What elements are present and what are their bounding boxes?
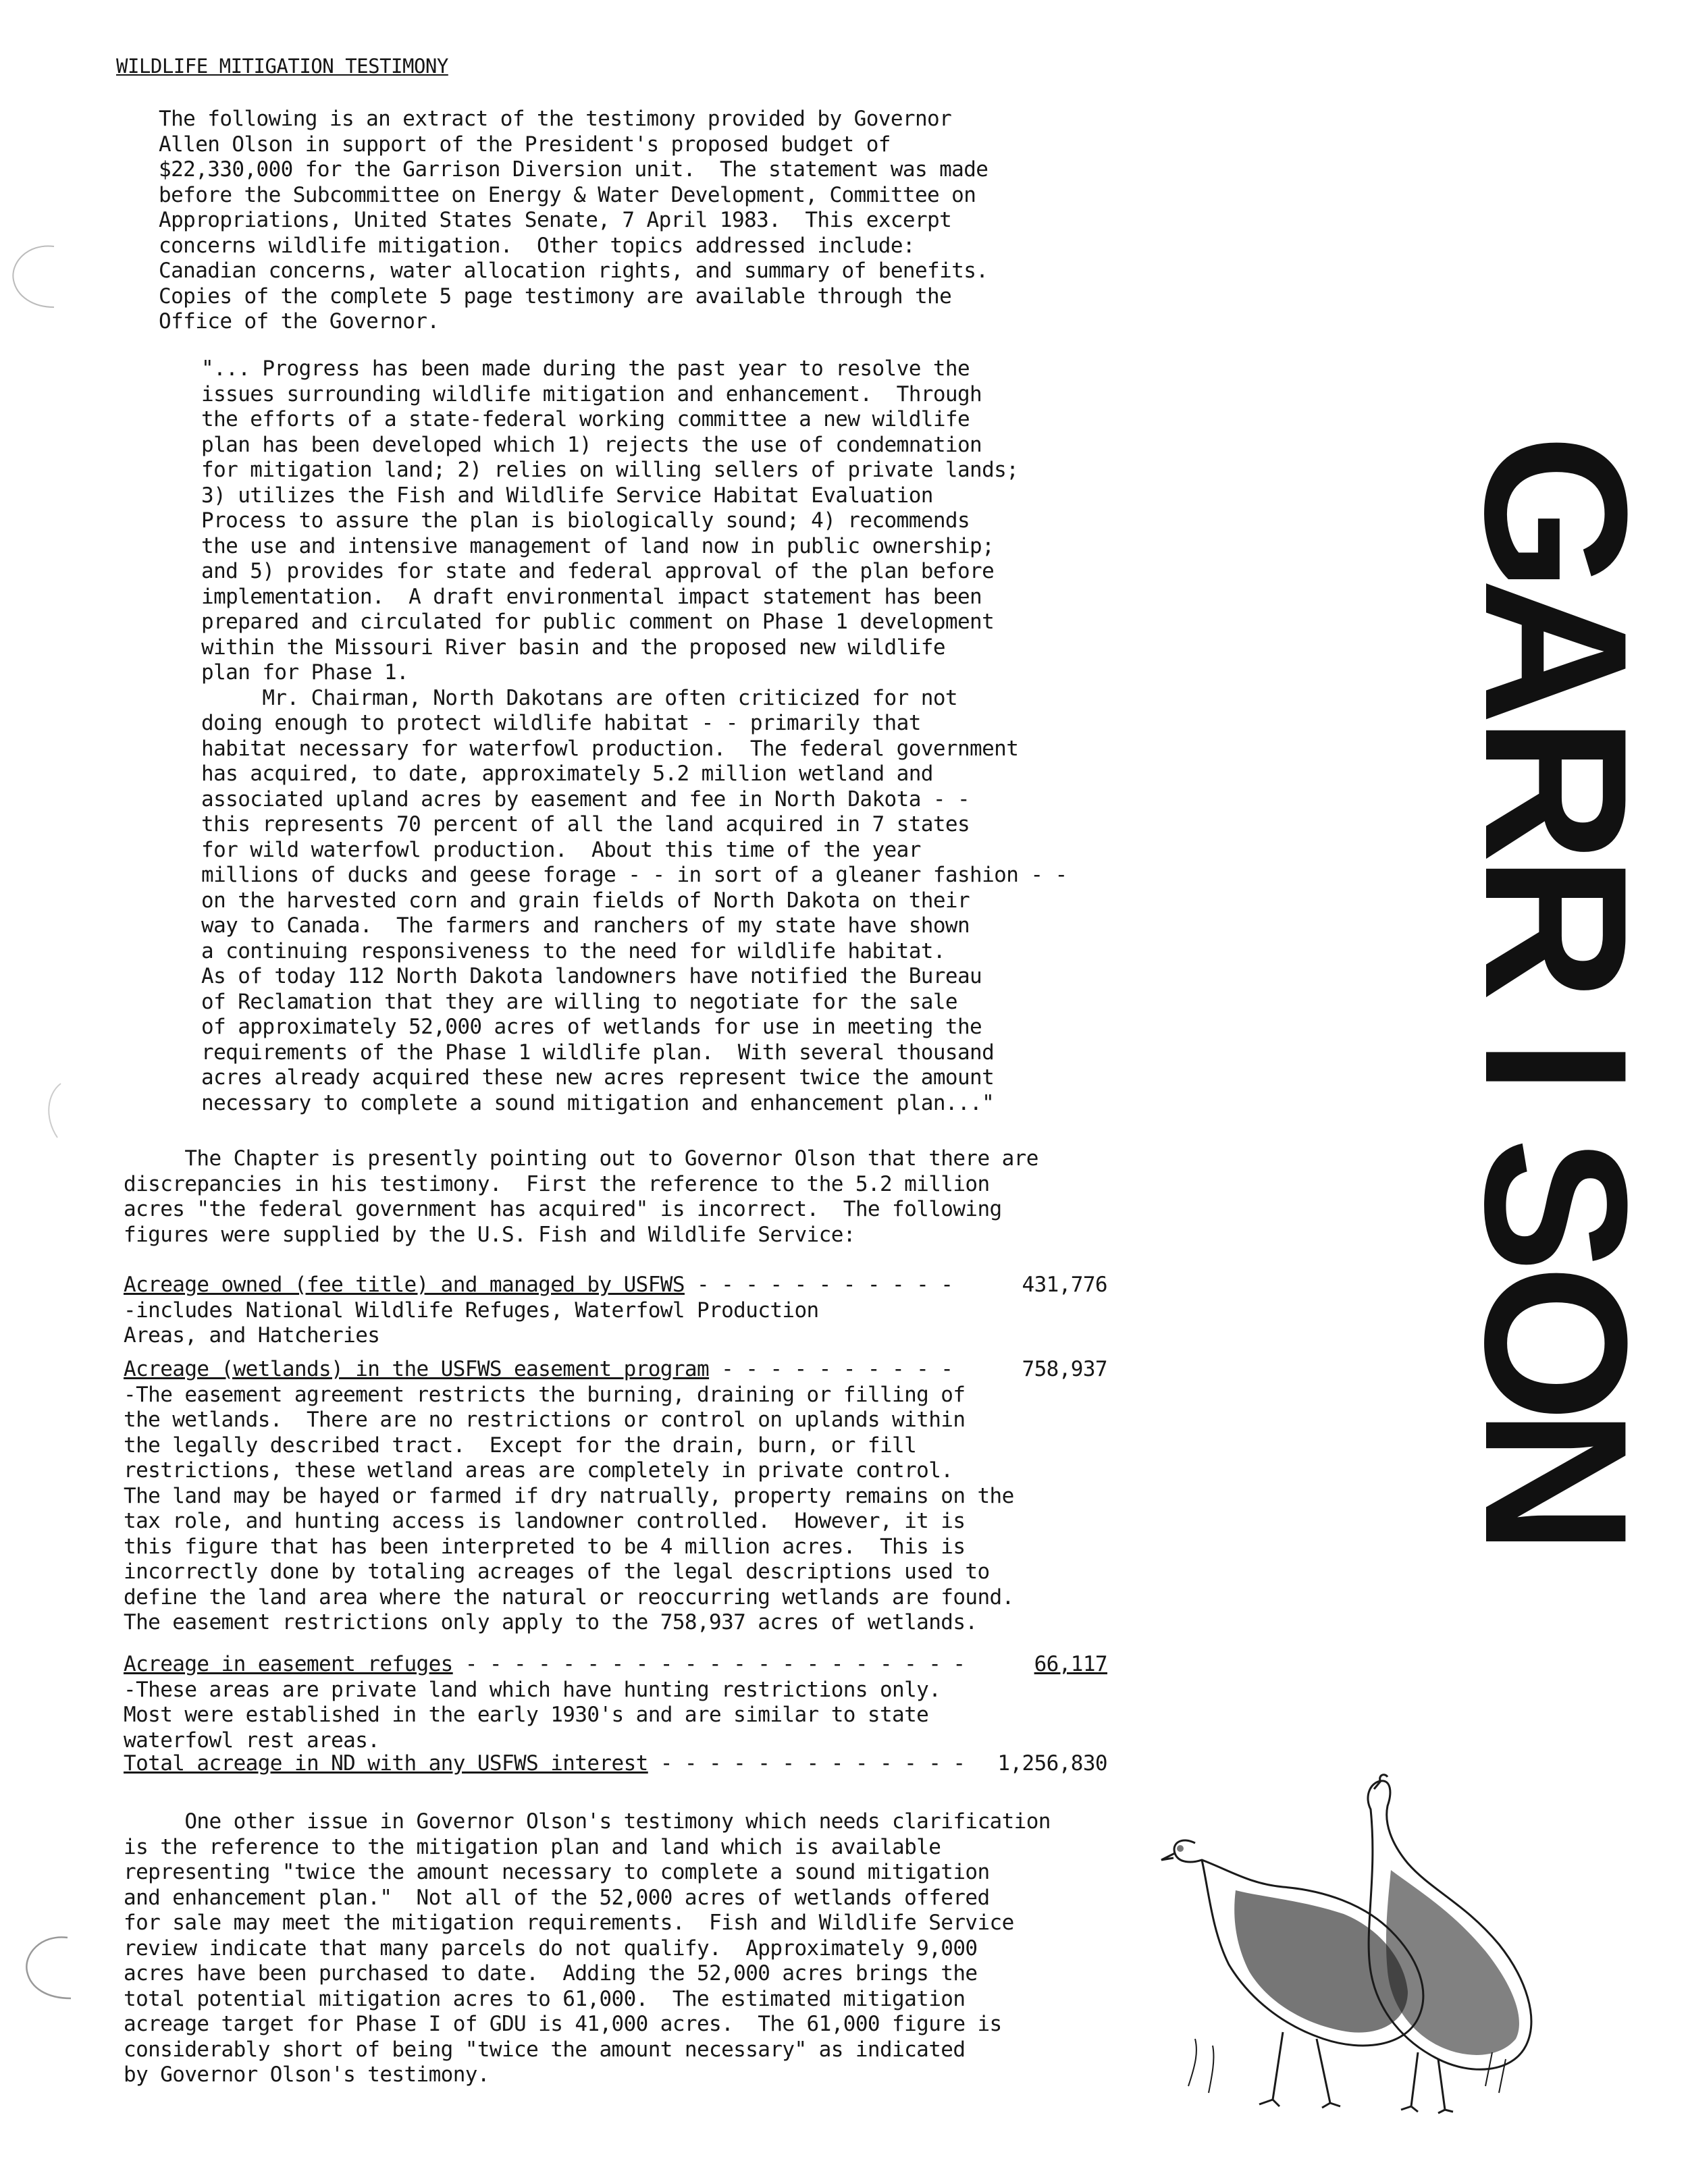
chapter-line: The Chapter is presently pointing out to Governor Olson that there are bbox=[124, 1146, 1038, 1171]
quote-line: 3) utilizes the Fish and Wildlife Service Habitat Evaluation bbox=[201, 483, 933, 508]
figure-note-line: -These areas are private land which have hunting restrictions only. bbox=[124, 1677, 941, 1702]
quote-line: associated upland acres by easement and fee in North Dakota - - bbox=[201, 787, 970, 811]
figure-row bbox=[124, 1652, 965, 1678]
quote-line: requirements of the Phase 1 wildlife plan. With several thousand bbox=[201, 1040, 995, 1065]
figure-note-line: -The easement agreement restricts the burning, draining or filling of bbox=[124, 1382, 966, 1407]
intro-line: Allen Olson in support of the President's proposed budget of bbox=[159, 132, 891, 157]
garrison-letter: A bbox=[1443, 578, 1670, 725]
garrison-letter: O bbox=[1443, 1264, 1670, 1422]
closing-line: representing "twice the amount necessary to complete a sound mitigation bbox=[124, 1860, 990, 1884]
quote-line: implementation. A draft environmental impact statement has been bbox=[201, 584, 982, 609]
quote-line: for mitigation land; 2) relies on willing sellers of private lands; bbox=[201, 458, 1019, 482]
quote-line: habitat necessary for waterfowl production. The federal government bbox=[201, 736, 1019, 761]
quote-line: the use and intensive management of land now in public ownership; bbox=[201, 533, 995, 558]
garrison-letter: S bbox=[1443, 1137, 1670, 1273]
quote-line: of approximately 52,000 acres of wetlands for use in meeting the bbox=[201, 1015, 982, 1039]
intro-line: before the Subcommittee on Energy & Water Development, Committee on bbox=[159, 182, 976, 207]
quote-line: Process to assure the plan is biologically sound; 4) recommends bbox=[201, 508, 970, 533]
figure-label: Acreage (wetlands) in the USFWS easement program bbox=[124, 1357, 710, 1381]
figure-row bbox=[124, 1357, 953, 1383]
figure-row bbox=[124, 1751, 965, 1777]
quote-line: plan for Phase 1. bbox=[201, 660, 409, 685]
figure-note-line: this figure that has been interpreted to be 4 million acres. This is bbox=[124, 1534, 966, 1559]
closing-line: by Governor Olson's testimony. bbox=[124, 2062, 490, 2087]
quote-line: of Reclamation that they are willing to negotiate for the sale bbox=[201, 989, 957, 1014]
intro-line: Appropriations, United States Senate, 7 April 1983. This excerpt bbox=[159, 208, 952, 232]
figure-note-line: waterfowl rest areas. bbox=[124, 1728, 380, 1753]
quote-line: on the harvested corn and grain fields of North Dakota on their bbox=[201, 888, 970, 913]
chapter-line: figures were supplied by the U.S. Fish and Wildlife Service: bbox=[124, 1222, 855, 1247]
closing-line: for sale may meet the mitigation requirements. Fish and Wildlife Service bbox=[124, 1911, 1014, 1935]
quote-line: and 5) provides for state and federal approval of the plan before bbox=[201, 559, 995, 583]
figure-value: 1,256,830 bbox=[997, 1751, 1107, 1776]
closing-line: review indicate that many parcels do not qualify. Approximately 9,000 bbox=[124, 1936, 978, 1961]
chapter-line: acres "the federal government has acquired" is incorrect. The following bbox=[124, 1197, 1002, 1221]
figure-note-line: Areas, and Hatcheries bbox=[124, 1323, 380, 1348]
figure-note-line: the wetlands. There are no restrictions or control on uplands within bbox=[124, 1408, 966, 1432]
quote-line: plan has been developed which 1) rejects the use of condemnation bbox=[201, 432, 982, 457]
quote-line: within the Missouri River basin and the proposed new wildlife bbox=[201, 635, 945, 660]
turkey-illustration bbox=[1148, 1769, 1566, 2113]
figure-leader-dashes: - - - - - - - - - - bbox=[709, 1357, 953, 1381]
closing-line: and enhancement plan." Not all of the 52,000 acres of wetlands offered bbox=[124, 1885, 990, 1910]
figure-value: 66,117 bbox=[1034, 1652, 1107, 1676]
closing-line: considerably short of being "twice the amount necessary" as indicated bbox=[124, 2037, 966, 2062]
figure-note-line: The land may be hayed or farmed if dry natrually, property remains on the bbox=[124, 1483, 1014, 1508]
garrison-sidebar-word bbox=[1443, 434, 1670, 1560]
figure-note-line: the legally described tract. Except for the drain, burn, or fill bbox=[124, 1433, 917, 1458]
quote-line: acres already acquired these new acres represent twice the amount bbox=[201, 1065, 995, 1090]
figure-note-line: Most were established in the early 1930's and are similar to state bbox=[124, 1703, 929, 1727]
figure-note-line: The easement restrictions only apply to the 758,937 acres of wetlands. bbox=[124, 1610, 978, 1634]
garrison-letter: R bbox=[1443, 716, 1670, 863]
figure-leader-dashes: - - - - - - - - - - - bbox=[684, 1273, 953, 1297]
intro-line: $22,330,000 for the Garrison Diversion unit. The statement was made bbox=[159, 157, 988, 182]
quote-line: doing enough to protect wildlife habitat - - primarily that bbox=[201, 711, 921, 735]
quote-line: prepared and circulated for public comment on Phase 1 development bbox=[201, 610, 995, 634]
figure-note-line: define the land area where the natural or reoccurring wetlands are found. bbox=[124, 1584, 1014, 1609]
punch-hole-mark-bottom bbox=[17, 1931, 78, 2005]
figure-leader-dashes: - - - - - - - - - - - - - - - - - - - - - bbox=[452, 1652, 966, 1676]
figure-leader-dashes: - - - - - - - - - - - - - bbox=[648, 1751, 966, 1776]
quote-line: a continuing responsiveness to the need for wildlife habitat. bbox=[201, 938, 945, 963]
intro-line: Office of the Governor. bbox=[159, 309, 440, 334]
closing-line: acreage target for Phase I of GDU is 41,000 acres. The 61,000 figure is bbox=[124, 2012, 1002, 2036]
figure-value: 431,776 bbox=[1022, 1273, 1107, 1297]
garrison-letter: I bbox=[1443, 1038, 1670, 1095]
quote-line: millions of ducks and geese forage - - in sort of a gleaner fashion - - bbox=[201, 863, 1067, 887]
punch-hole-mark-middle bbox=[37, 1080, 64, 1141]
garrison-letter: G bbox=[1443, 434, 1670, 592]
closing-line: acres have been purchased to date. Adding the 52,000 acres brings the bbox=[124, 1961, 978, 1986]
quote-line: As of today 112 North Dakota landowners have notified the Bureau bbox=[201, 964, 982, 988]
quote-line: the efforts of a state-federal working committee a new wildlife bbox=[201, 407, 970, 431]
figure-label: Total acreage in ND with any USFWS interest bbox=[124, 1751, 648, 1776]
quote-line: way to Canada. The farmers and ranchers of my state have shown bbox=[201, 913, 970, 938]
figure-value: 758,937 bbox=[1022, 1357, 1107, 1381]
quote-line: this represents 70 percent of all the land acquired in 7 states bbox=[201, 812, 970, 836]
figure-row bbox=[124, 1273, 953, 1298]
closing-line: is the reference to the mitigation plan and land which is available bbox=[124, 1834, 941, 1859]
garrison-letter: N bbox=[1443, 1408, 1670, 1555]
figure-label: Acreage in easement refuges bbox=[124, 1652, 453, 1676]
punch-hole-mark-top bbox=[7, 240, 61, 314]
intro-line: Copies of the complete 5 page testimony are available through the bbox=[159, 284, 952, 309]
quote-line: necessary to complete a sound mitigation and enhancement plan..." bbox=[201, 1090, 995, 1115]
quote-line: "... Progress has been made during the past year to resolve the bbox=[201, 356, 970, 381]
page-title: WILDLIFE MITIGATION TESTIMONY bbox=[116, 55, 448, 78]
figure-note-line: restrictions, these wetland areas are completely in private control. bbox=[124, 1458, 953, 1483]
intro-line: The following is an extract of the testimony provided by Governor bbox=[159, 107, 952, 131]
figure-note-line: -includes National Wildlife Refuges, Waterfowl Production bbox=[124, 1298, 819, 1323]
intro-line: concerns wildlife mitigation. Other topics addressed include: bbox=[159, 233, 915, 258]
chapter-line: discrepancies in his testimony. First the reference to the 5.2 million bbox=[124, 1171, 990, 1196]
garrison-letter: R bbox=[1443, 855, 1670, 1002]
intro-line: Canadian concerns, water allocation rights, and summary of benefits. bbox=[159, 259, 988, 283]
closing-line: total potential mitigation acres to 61,000. The estimated mitigation bbox=[124, 1986, 966, 2011]
quote-line: Mr. Chairman, North Dakotans are often criticized for not bbox=[201, 685, 957, 710]
figure-note-line: tax role, and hunting access is landowner controlled. However, it is bbox=[124, 1509, 966, 1533]
figure-label: Acreage owned (fee title) and managed by USFWS bbox=[124, 1273, 685, 1297]
quote-line: for wild waterfowl production. About this time of the year bbox=[201, 837, 921, 862]
quote-line: has acquired, to date, approximately 5.2 million wetland and bbox=[201, 762, 933, 786]
figure-note-line: incorrectly done by totaling acreages of the legal descriptions used to bbox=[124, 1560, 990, 1584]
quote-line: issues surrounding wildlife mitigation and enhancement. Through bbox=[201, 381, 982, 406]
closing-line: One other issue in Governor Olson's testimony which needs clarification bbox=[124, 1809, 1051, 1834]
